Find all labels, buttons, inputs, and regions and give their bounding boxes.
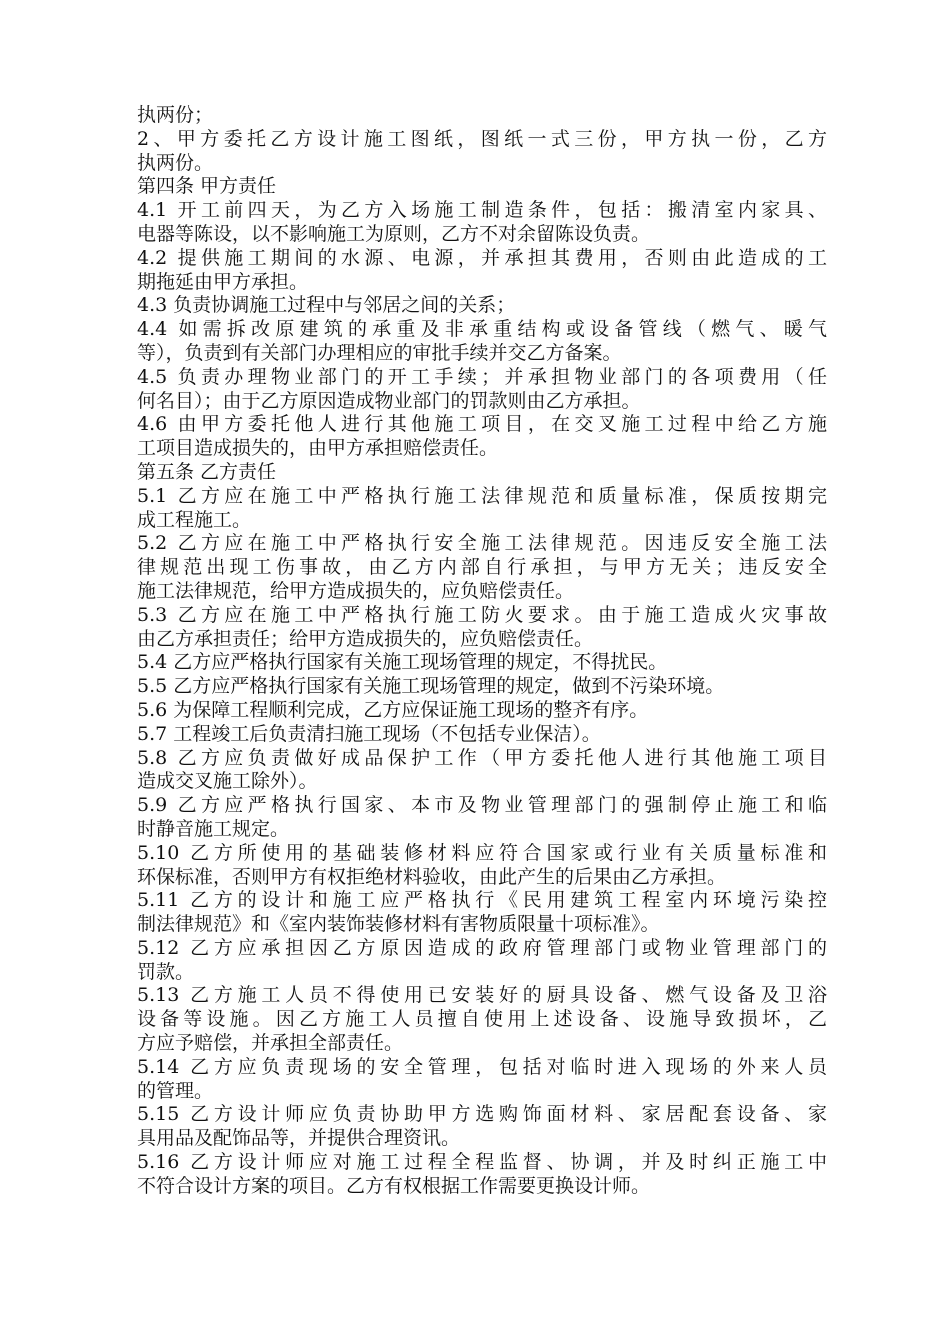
text-line: 5.15 乙方设计师应负责协助甲方选购饰面材料、家居配套设备、家 <box>137 1103 827 1126</box>
text-line: 制法律规范》和《室内装饰装修材料有害物质限量十项标准》。 <box>137 913 660 936</box>
text-line: 不符合设计方案的项目。乙方有权根据工作需要更换设计师。 <box>137 1174 651 1197</box>
text-line: 4.5 负责办理物业部门的开工手续；并承担物业部门的各项费用（任 <box>137 365 827 388</box>
text-line: 由乙方承担责任；给甲方造成损失的，应负赔偿责任。 <box>137 627 594 650</box>
text-line: 4.3 负责协调施工过程中与邻居之间的关系； <box>137 294 516 317</box>
text-line: 的管理。 <box>137 1079 214 1102</box>
text-line: 第五条 乙方责任 <box>137 460 277 483</box>
text-line: 时静音施工规定。 <box>137 817 290 840</box>
text-line: 5.4 乙方应严格执行国家有关施工现场管理的规定，不得扰民。 <box>137 651 668 674</box>
text-line: 第四条 甲方责任 <box>137 175 277 198</box>
text-line: 何名目）；由于乙方原因造成物业部门的罚款则由乙方承担。 <box>137 389 641 412</box>
text-line: 设备等设施。因乙方施工人员擅自使用上述设备、设施导致损坏，乙 <box>137 1008 827 1031</box>
text-line: 环保标准，否则甲方有权拒绝材料验收，由此产生的后果由乙方承担。 <box>137 865 727 888</box>
text-line: 5.8 乙方应负责做好成品保护工作（甲方委托他人进行其他施工项目 <box>137 746 827 769</box>
text-line: 2、甲方委托乙方设计施工图纸，图纸一式三份，甲方执一份，乙方 <box>137 127 827 150</box>
text-line: 4.6 由甲方委托他人进行其他施工项目，在交叉施工过程中给乙方施 <box>137 413 827 436</box>
text-line: 成工程施工。 <box>137 508 252 531</box>
text-line: 方应予赔偿，并承担全部责任。 <box>137 1032 404 1055</box>
text-line: 5.5 乙方应严格执行国家有关施工现场管理的规定，做到不污染环境。 <box>137 675 725 698</box>
text-line: 4.4 如需拆改原建筑的承重及非承重结构或设备管线（燃气、暖气 <box>137 318 827 341</box>
text-line: 5.3 乙方应在施工中严格执行施工防火要求。由于施工造成火灾事故 <box>137 603 827 626</box>
text-line: 罚款。 <box>137 960 195 983</box>
document-page <box>137 104 827 1199</box>
text-line: 5.9 乙方应严格执行国家、本市及物业管理部门的强制停止施工和临 <box>137 794 827 817</box>
text-line: 4.2 提供施工期间的水源、电源，并承担其费用，否则由此造成的工 <box>137 246 827 269</box>
text-line: 5.6 为保障工程顺利完成，乙方应保证施工现场的整齐有序。 <box>137 698 649 721</box>
text-line: 5.10 乙方所使用的基础装修材料应符合国家或行业有关质量标准和 <box>137 841 827 864</box>
text-line: 5.14 乙方应负责现场的安全管理，包括对临时进入现场的外来人员 <box>137 1055 827 1078</box>
text-line: 执两份。 <box>137 151 214 174</box>
text-line: 施工法律规范，给甲方造成损失的，应负赔偿责任。 <box>137 579 575 602</box>
text-line: 工项目造成损失的，由甲方承担赔偿责任。 <box>137 437 499 460</box>
text-line: 5.1 乙方应在施工中严格执行施工法律规范和质量标准，保质按期完 <box>137 484 827 507</box>
text-line: 5.12 乙方应承担因乙方原因造成的政府管理部门或物业管理部门的 <box>137 936 827 959</box>
text-line: 5.13 乙方施工人员不得使用已安装好的厨具设备、燃气设备及卫浴 <box>137 984 827 1007</box>
text-line: 4.1 开工前四天，为乙方入场施工制造条件，包括：搬清室内家具、 <box>137 199 827 222</box>
text-line: 期拖延由甲方承担。 <box>137 270 309 293</box>
text-line: 5.11 乙方的设计和施工应严格执行《民用建筑工程室内环境污染控 <box>137 889 827 912</box>
text-line: 律规范出现工伤事故，由乙方内部自行承担，与甲方无关；违反安全 <box>137 556 827 579</box>
text-line: 电器等陈设，以不影响施工为原则，乙方不对余留陈设负责。 <box>137 222 651 245</box>
text-line: 5.2 乙方应在施工中严格执行安全施工法律规范。因违反安全施工法 <box>137 532 827 555</box>
text-line: 等），负责到有关部门办理相应的审批手续并交乙方备案。 <box>137 341 622 364</box>
text-line: 执两份； <box>137 104 214 126</box>
text-line: 5.16 乙方设计师应对施工过程全程监督、协调，并及时纠正施工中 <box>137 1151 827 1174</box>
text-line: 5.7 工程竣工后负责清扫施工现场（不包括专业保洁）。 <box>137 722 601 745</box>
text-line: 造成交叉施工除外）。 <box>137 770 318 793</box>
text-line: 具用品及配饰品等，并提供合理资讯。 <box>137 1127 461 1150</box>
